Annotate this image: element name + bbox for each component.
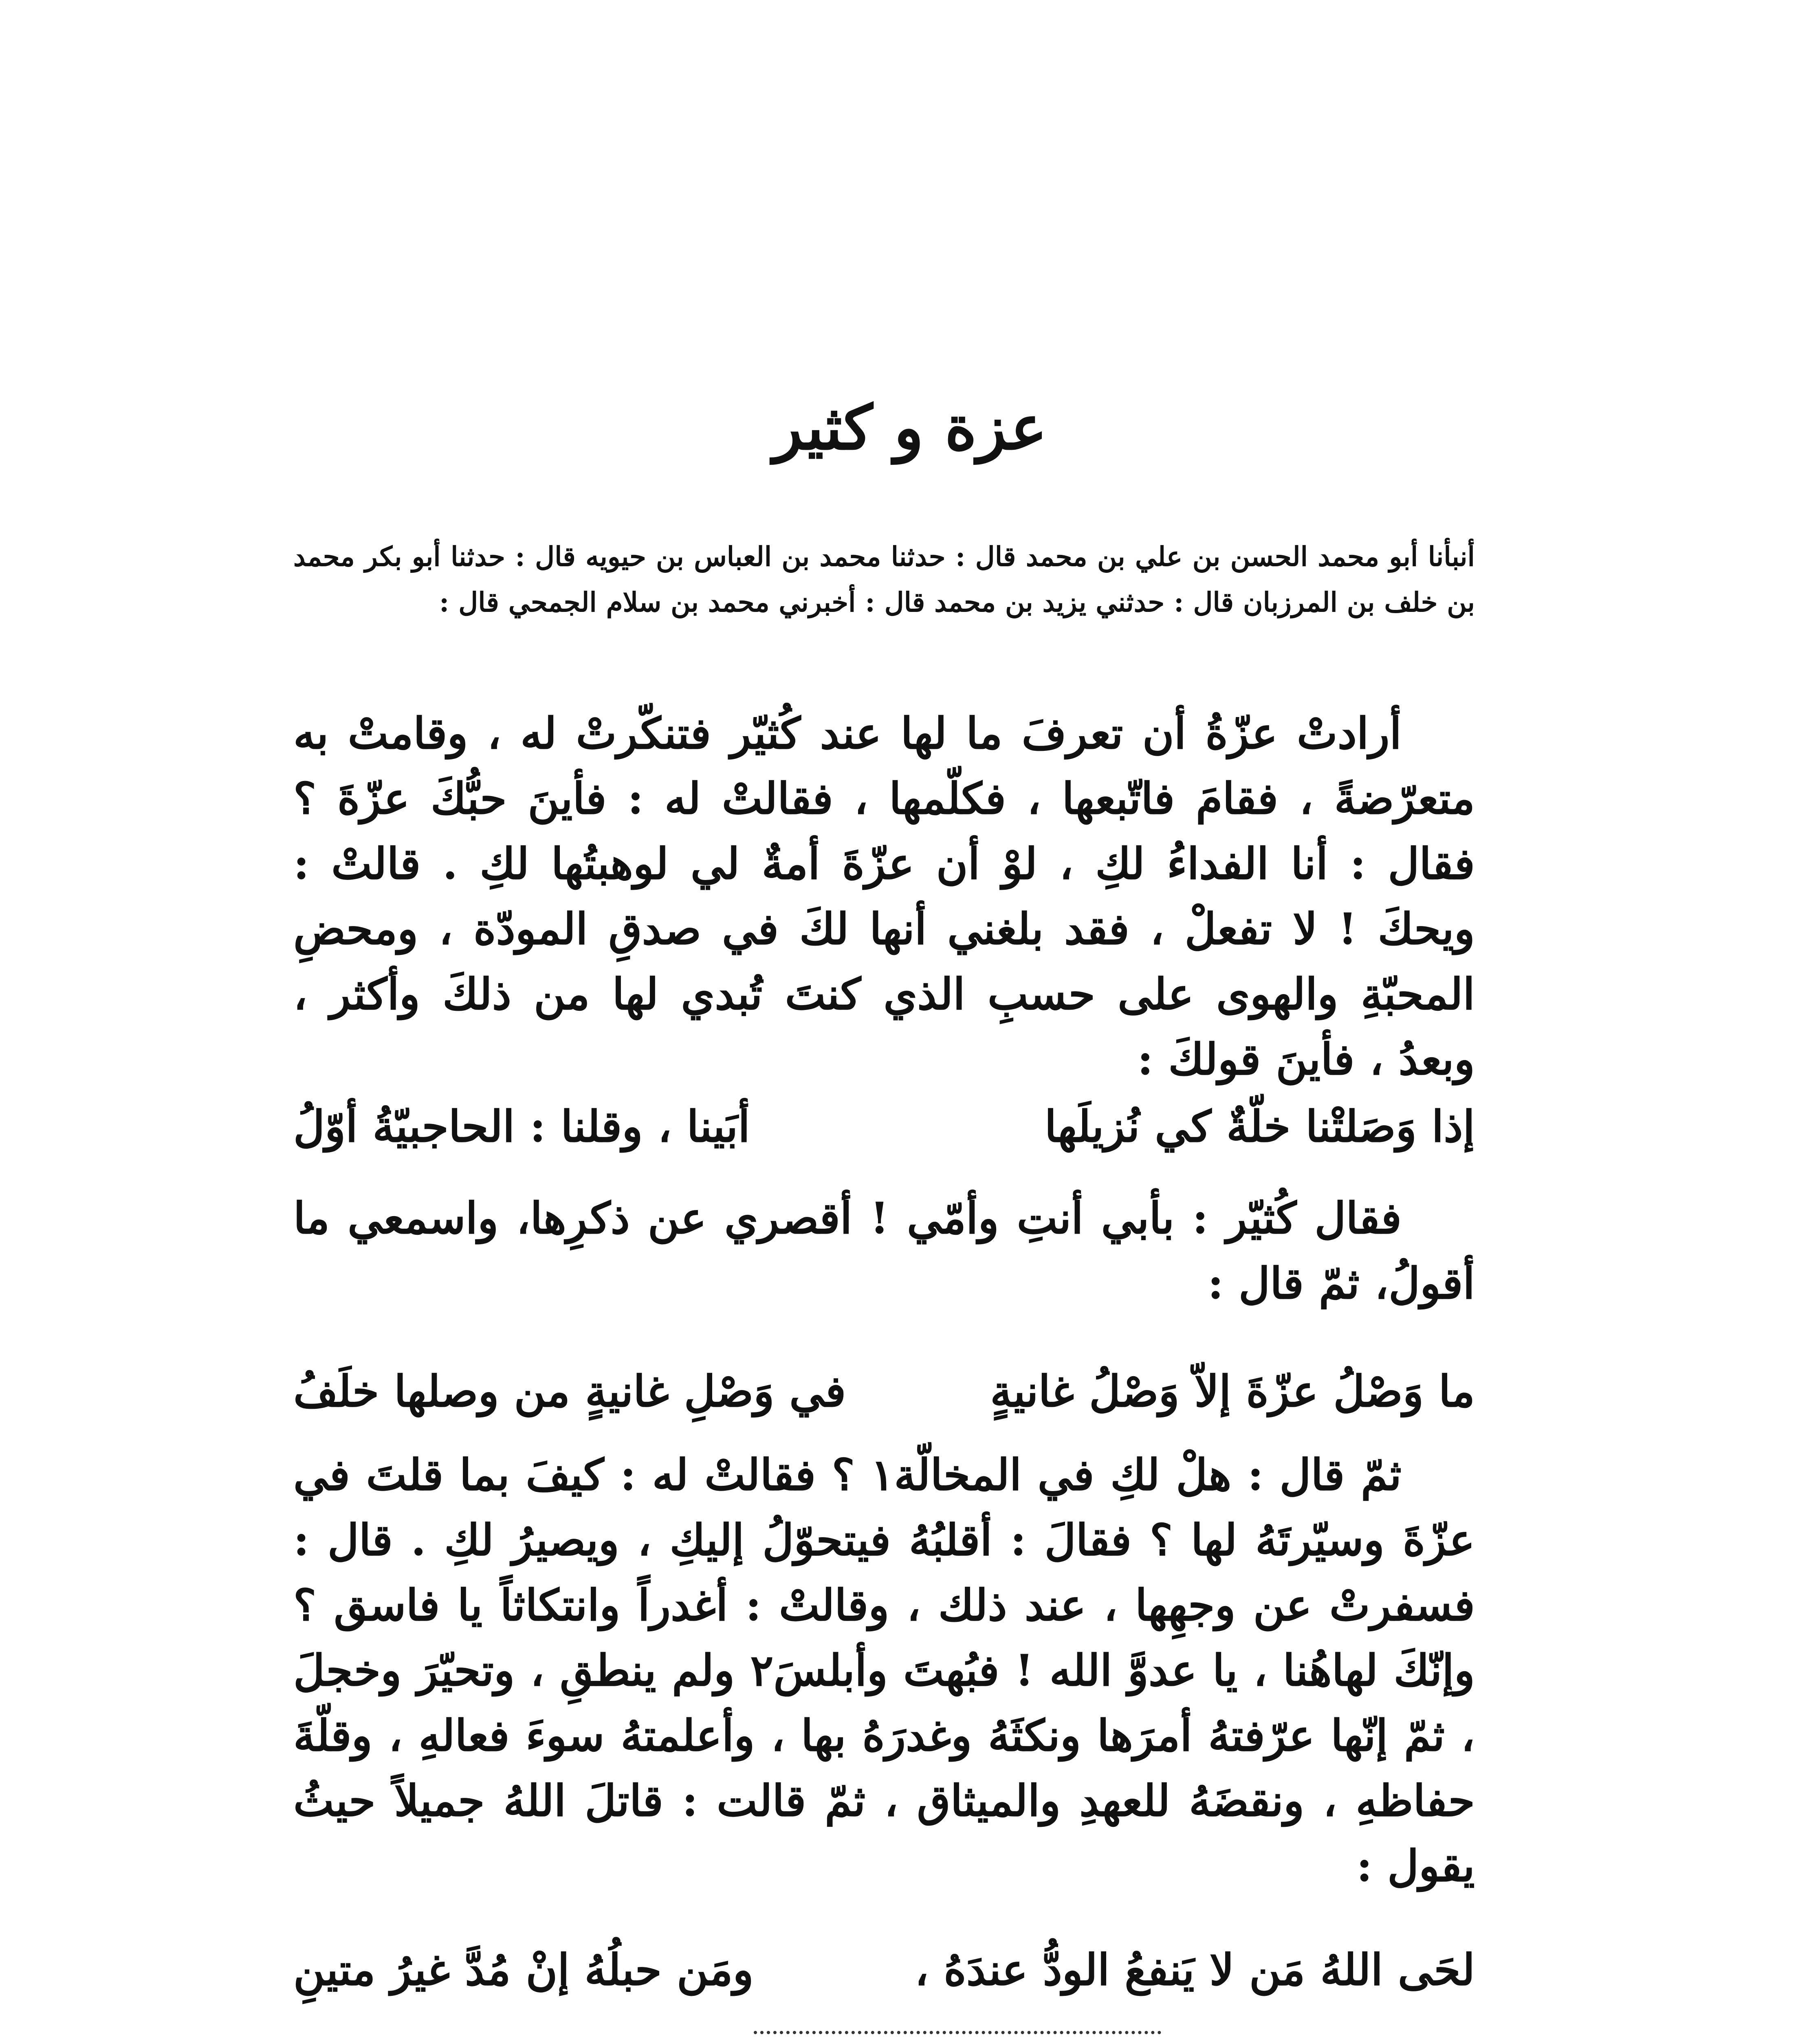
- verse-2-second-hemistich: في وَصْلِ غانيةٍ من وصلها خلَفُ: [293, 1366, 846, 1417]
- isnad-text: أنبأنا أبو محمد الحسن بن علي بن محمد قال : حدثنا محمد بن العباس بن حيويه قال : حدثنا أبو بكر محمد بن خلف بن المرزبان قال : حدثني يزيد بن محمد قال : أخبرني محمد بن سلام الجمحي قال :: [293, 541, 1475, 618]
- paragraph-2-text: فقال كُثيّر : بأبي أنتِ وأمّي ! أقصري عن ذكرِها، واسمعي ما أقولُ، ثمّ قال :: [293, 1192, 1475, 1309]
- paragraph-1-text: أرادتْ عزّةُ أن تعرفَ ما لها عند كُثيّر فتنكّرتْ له ، وقامتْ به متعرّضةً ، فقامَ فاتّبعها ، فكلّمها ، فقالتْ له : فأينَ حبُّكَ عزّةَ ؟ فقال : أنا الفداءُ لكِ ، لوْ أن عزّةَ أمةٌ لي لوهبتُها لكِ . قالتْ : ويحكَ ! لا تفعلْ ، فقد بلغني أنها لكَ في صدقِ المودّة ، ومحضِ المحبّةِ والهوى على حسبِ الذي كنتَ تُبدي لها من ذلكَ وأكثر ، وبعدُ ، فأينَ قولكَ :: [293, 708, 1475, 1084]
- verse-3-first-hemistich: لحَى اللهُ مَن لا يَنفعُ الودُّ عندَهُ ،: [915, 1944, 1475, 1995]
- chain-of-narration: [293, 534, 1475, 625]
- paragraph-2: [293, 1186, 1475, 1316]
- verse-1-first-hemistich: إذا وَصَلتْنا خلّةٌ كي نُزيلَها: [1044, 1101, 1475, 1152]
- paragraph-3: [293, 1442, 1475, 1898]
- verse-1: [293, 1096, 1475, 1157]
- paragraph-3-text: ثمّ قال : هلْ لكِ في المخالّة١ ؟ فقالتْ له : كيفَ بما قلتَ في عزّةَ وسيّرتَهُ لها ؟ فقالَ : أقلبُهُ فيتحوّلُ إليكِ ، ويصيرُ لكِ . قال : فسفرتْ عن وجهِها ، عند ذلك ، وقالتْ : أغدراً وانتكاثاً يا فاسق ؟ وإنّكَ لهاهُنا ، يا عدوَّ الله ! فبُهتَ وأبلسَ٢ ولم ينطقِ ، وتحيّرَ وخجلَ ، ثمّ إنّها عرّفتهُ أمرَها ونكثَهُ وغدرَهُ بها ، وأعلمتهُ سوءَ فعالهِ ، وقلّةَ حفاظهِ ، ونقضَهُ للعهدِ والميثاق ، ثمّ قالت : قاتلَ اللهُ جميلاً حيثُ يقول :: [293, 1449, 1475, 1891]
- verse-3: [293, 1939, 1475, 2000]
- verse-2-first-hemistich: ما وَصْلُ عزّةَ إلاّ وَصْلُ غانيةٍ: [990, 1366, 1475, 1417]
- paragraph-1: [293, 701, 1475, 1092]
- verse-3-second-hemistich: ومَن حبلُهُ إنْ مُدَّ غيرُ متينِ: [293, 1944, 754, 1995]
- verse-2: [293, 1361, 1475, 1422]
- verse-1-second-hemistich: أبَينا ، وقلنا : الحاجبيّةُ أوّلُ: [293, 1101, 750, 1152]
- footnote-divider: [754, 2031, 1161, 2034]
- page-title: عزة و كثير: [773, 392, 1047, 464]
